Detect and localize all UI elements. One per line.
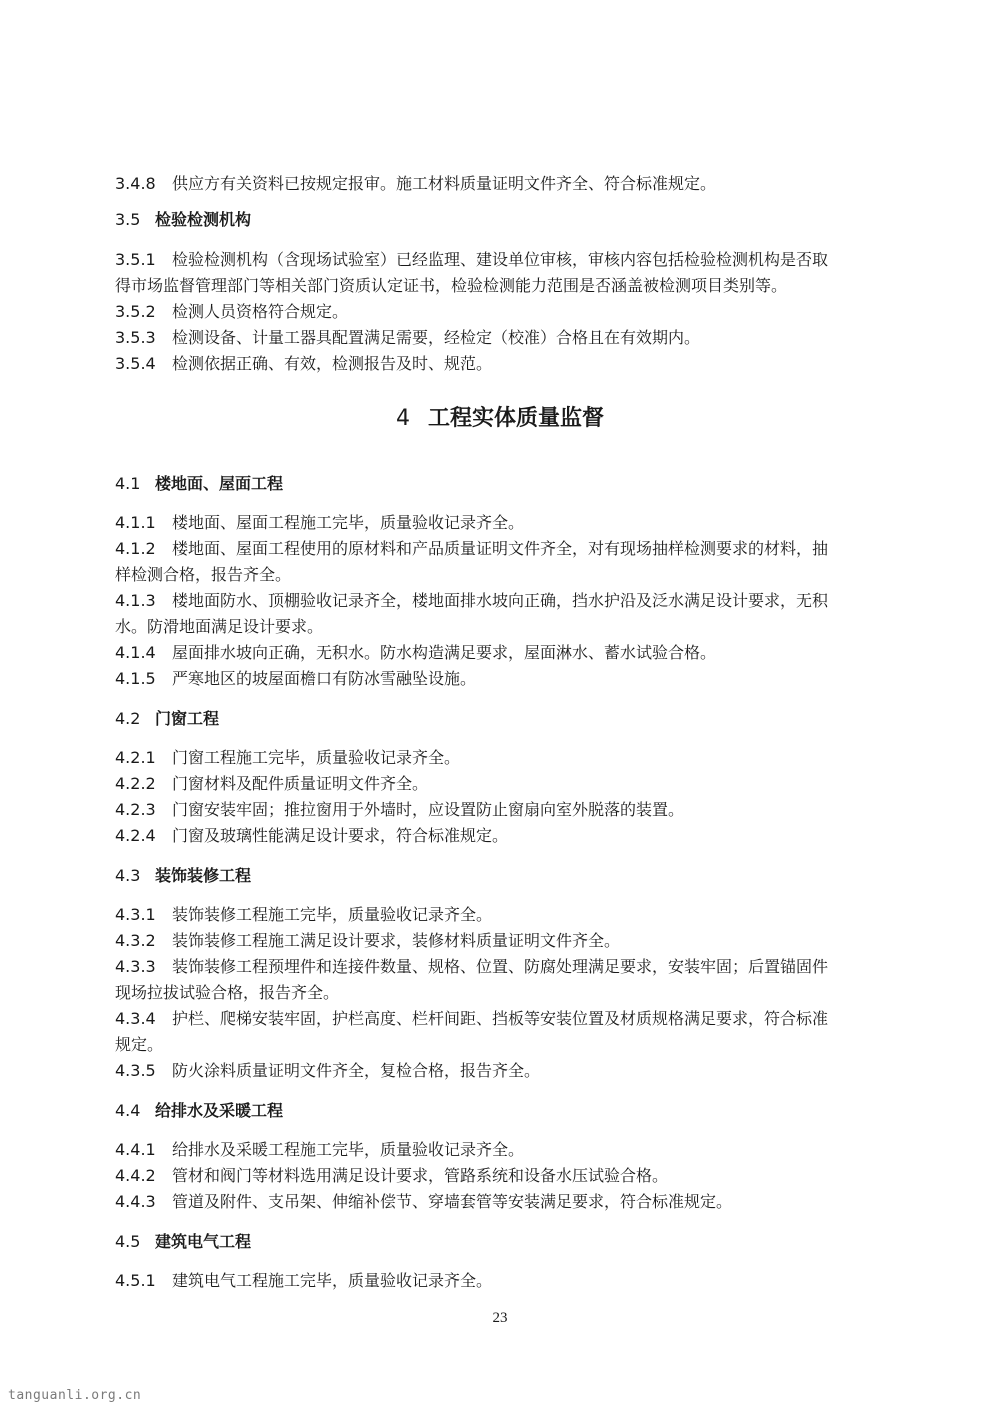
clause-number: 3.5.3: [115, 328, 156, 347]
clause-text: 管材和阀门等材料选用满足设计要求，管路系统和设备水压试验合格。: [172, 1166, 669, 1185]
clause-text: 护栏、爬梯安装牢固，护栏高度、栏杆间距、挡板等安装位置及材质规格满足要求，符合标准: [172, 1009, 829, 1028]
clause-text: 门窗及玻璃性能满足设计要求，符合标准规定。: [172, 826, 509, 845]
clause-text: 楼地面、屋面工程使用的原材料和产品质量证明文件齐全，对有现场抽样检测要求的材料，抽: [172, 539, 829, 558]
clause-3-4-8: [115, 172, 915, 196]
section-heading-4-4: [115, 1099, 915, 1123]
clause-text: 得市场监督管理部门等相关部门资质认定证书，检验检测能力范围是否涵盖被检测项目类别等。: [115, 276, 788, 295]
clause-4-3-2: [115, 929, 915, 953]
clause-text: 检测设备、计量工器具配置满足需要，经检定（校准）合格且在有效期内。: [172, 328, 701, 347]
clause-text: 楼地面、屋面工程施工完毕，质量验收记录齐全。: [172, 513, 525, 532]
clause-number: 4.3.1: [115, 905, 156, 924]
clause-text: 楼地面防水、顶棚验收记录齐全，楼地面排水坡向正确，挡水护沿及泛水满足设计要求，无积: [172, 591, 829, 610]
clause-3-5-1: [115, 248, 915, 272]
clause-number: 4.5.1: [115, 1271, 156, 1290]
clause-4-1-3: [115, 589, 915, 613]
section-title: 检验检测机构: [155, 210, 252, 229]
clause-number: 3.5.1: [115, 250, 156, 269]
clause-3-5-4: [115, 352, 915, 376]
section-number: 4.1: [115, 474, 141, 493]
chapter-number: 4: [395, 406, 410, 431]
clause-4-2-4: [115, 824, 915, 848]
clause-continuation: [115, 274, 915, 298]
clause-text: 现场拉拔试验合格，报告齐全。: [115, 983, 340, 1002]
clause-text: 门窗工程施工完毕，质量验收记录齐全。: [172, 748, 461, 767]
watermark: tanguanli.org.cn: [8, 1388, 142, 1403]
clause-3-5-3: [115, 326, 915, 350]
section-heading-4-1: [115, 472, 915, 496]
clause-4-4-3: [115, 1190, 915, 1214]
section-number: 4.3: [115, 866, 141, 885]
section-heading-3-5: [115, 208, 915, 232]
clause-number: 4.2.1: [115, 748, 156, 767]
clause-number: 4.1.3: [115, 591, 156, 610]
clause-continuation: [115, 615, 915, 639]
clause-text: 水。防滑地面满足设计要求。: [115, 617, 324, 636]
section-title: 给排水及采暖工程: [155, 1101, 284, 1120]
clause-text: 给排水及采暖工程施工完毕，质量验收记录齐全。: [172, 1140, 525, 1159]
clause-text: 防火涂料质量证明文件齐全，复检合格，报告齐全。: [172, 1061, 541, 1080]
clause-4-2-1: [115, 746, 915, 770]
clause-text: 检测人员资格符合规定。: [172, 302, 349, 321]
clause-continuation: [115, 981, 915, 1005]
chapter-title-text: 工程实体质量监督: [427, 406, 604, 431]
clause-text: 装饰装修工程施工完毕，质量验收记录齐全。: [172, 905, 493, 924]
clause-text: 供应方有关资料已按规定报审。施工材料质量证明文件齐全、符合标准规定。: [172, 174, 717, 193]
clause-text: 建筑电气工程施工完毕，质量验收记录齐全。: [172, 1271, 493, 1290]
clause-number: 4.3.4: [115, 1009, 156, 1028]
clause-text: 门窗安装牢固；推拉窗用于外墙时，应设置防止窗扇向室外脱落的装置。: [172, 800, 685, 819]
page-number: 23: [492, 1310, 508, 1326]
clause-4-3-1: [115, 903, 915, 927]
clause-4-1-2: [115, 537, 915, 561]
clause-text: 管道及附件、支吊架、伸缩补偿节、穿墙套管等安装满足要求，符合标准规定。: [172, 1192, 733, 1211]
clause-number: 4.4.3: [115, 1192, 156, 1211]
section-number: 4.2: [115, 709, 141, 728]
section-number: 4.5: [115, 1232, 141, 1251]
clause-number: 4.3.2: [115, 931, 156, 950]
clause-text: 严寒地区的坡屋面檐口有防冰雪融坠设施。: [172, 669, 477, 688]
clause-3-5-2: [115, 300, 915, 324]
clause-number: 4.3.5: [115, 1061, 156, 1080]
chapter-title: [0, 404, 1000, 434]
clause-text: 规定。: [115, 1035, 164, 1054]
clause-text: 样检测合格，报告齐全。: [115, 565, 292, 584]
clause-text: 检验检测机构（含现场试验室）已经监理、建设单位审核，审核内容包括检验检测机构是否取: [172, 250, 829, 269]
clause-4-5-1: [115, 1269, 915, 1293]
clause-4-3-5: [115, 1059, 915, 1083]
clause-4-1-4: [115, 641, 915, 665]
clause-number: 4.1.2: [115, 539, 156, 558]
clause-number: 4.4.1: [115, 1140, 156, 1159]
section-number: 4.4: [115, 1101, 141, 1120]
section-title: 建筑电气工程: [155, 1232, 252, 1251]
clause-text: 门窗材料及配件质量证明文件齐全。: [172, 774, 429, 793]
section-heading-4-5: [115, 1230, 915, 1254]
clause-number: 3.4.8: [115, 174, 156, 193]
clause-number: 4.1.5: [115, 669, 156, 688]
section-title: 门窗工程: [155, 709, 220, 728]
clause-4-4-1: [115, 1138, 915, 1162]
clause-number: 3.5.4: [115, 354, 156, 373]
clause-text: 装饰装修工程施工满足设计要求，装修材料质量证明文件齐全。: [172, 931, 621, 950]
clause-4-4-2: [115, 1164, 915, 1188]
clause-text: 屋面排水坡向正确，无积水。防水构造满足要求，屋面淋水、蓄水试验合格。: [172, 643, 717, 662]
clause-continuation: [115, 563, 915, 587]
clause-number: 4.1.1: [115, 513, 156, 532]
section-title: 楼地面、屋面工程: [155, 474, 284, 493]
clause-4-2-3: [115, 798, 915, 822]
clause-number: 4.2.4: [115, 826, 156, 845]
section-title: 装饰装修工程: [155, 866, 252, 885]
clause-number: 4.1.4: [115, 643, 156, 662]
clause-4-3-4: [115, 1007, 915, 1031]
section-heading-4-3: [115, 864, 915, 888]
clause-number: 4.4.2: [115, 1166, 156, 1185]
section-heading-4-2: [115, 707, 915, 731]
clause-number: 4.2.2: [115, 774, 156, 793]
clause-4-1-1: [115, 511, 915, 535]
clause-4-2-2: [115, 772, 915, 796]
clause-number: 3.5.2: [115, 302, 156, 321]
clause-text: 检测依据正确、有效，检测报告及时、规范。: [172, 354, 493, 373]
clause-4-3-3: [115, 955, 915, 979]
clause-text: 装饰装修工程预埋件和连接件数量、规格、位置、防腐处理满足要求，安装牢固；后置锚固件: [172, 957, 829, 976]
clause-number: 4.3.3: [115, 957, 156, 976]
clause-4-1-5: [115, 667, 915, 691]
clause-continuation: [115, 1033, 915, 1057]
section-number: 3.5: [115, 210, 141, 229]
clause-number: 4.2.3: [115, 800, 156, 819]
